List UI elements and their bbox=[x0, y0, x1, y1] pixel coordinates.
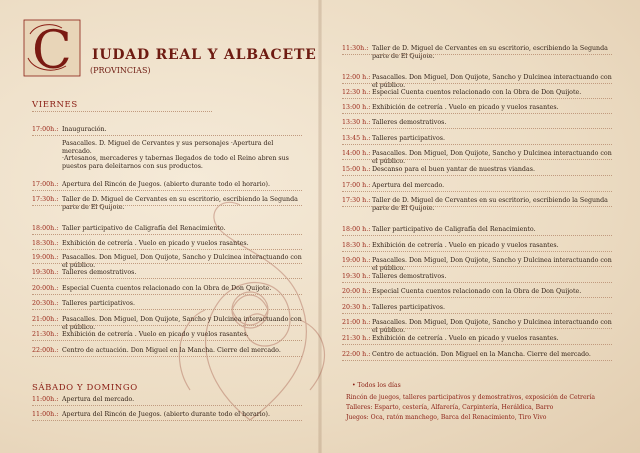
schedule-row bbox=[342, 104, 612, 112]
schedule-row bbox=[32, 411, 302, 419]
schedule-time: 18:30h.: bbox=[32, 240, 59, 247]
row-rule bbox=[342, 83, 612, 84]
schedule-row bbox=[32, 126, 302, 134]
schedule-event: Pasacalles. Don Miguel, Don Quijote, Sancho y Dulcinea interactuando con el público. bbox=[372, 150, 612, 165]
row-rule bbox=[342, 113, 612, 114]
drop-cap-c bbox=[22, 14, 86, 78]
row-rule bbox=[342, 159, 612, 160]
row-rule bbox=[342, 344, 612, 345]
schedule-time: 21:00 h.: bbox=[342, 319, 371, 326]
schedule-row bbox=[342, 166, 612, 174]
schedule-time: 11:30h.: bbox=[342, 45, 369, 52]
schedule-row bbox=[32, 347, 302, 355]
page-subtitle: (PROVINCIAS) bbox=[90, 66, 151, 75]
schedule-row bbox=[32, 396, 302, 404]
row-rule bbox=[342, 266, 612, 267]
schedule-row bbox=[342, 351, 612, 359]
section-rule bbox=[32, 111, 212, 112]
schedule-time: 19:00h.: bbox=[32, 254, 59, 261]
schedule-row bbox=[342, 335, 612, 343]
schedule-row bbox=[342, 45, 612, 61]
schedule-time: 20:00h.: bbox=[32, 285, 59, 292]
svg-text:C: C bbox=[32, 21, 72, 78]
schedule-event: Pasacalles. Don Miguel, Don Quijote, Sancho y Dulcinea interactuando con el público. bbox=[62, 316, 302, 331]
schedule-event: Taller participativo de Caligrafía del Renacimiento. bbox=[372, 226, 536, 233]
schedule-time bbox=[32, 155, 62, 171]
schedule-event: Exhibición de cetrería . Vuelo en picado y vuelos rasantes. bbox=[372, 242, 559, 249]
schedule-time: 19:00 h.: bbox=[342, 257, 371, 264]
schedule-event: Taller de D. Miguel de Cervantes en su escritorio, escribiendo la Segunda parte de El Quijote. bbox=[62, 196, 298, 211]
schedule-row bbox=[342, 288, 612, 296]
schedule-event: Inauguración. bbox=[62, 126, 107, 133]
schedule-row bbox=[32, 155, 302, 171]
schedule-row bbox=[32, 140, 302, 156]
schedule-event: Exhibición de cetrería . Vuelo en picado y vuelos rasantes. bbox=[372, 104, 559, 111]
schedule-time: 19:30h.: bbox=[32, 269, 59, 276]
section-viernes: VIERNES bbox=[32, 100, 78, 110]
row-rule bbox=[32, 190, 302, 191]
row-rule bbox=[32, 294, 302, 295]
row-rule bbox=[32, 249, 302, 250]
schedule-event: Taller de D. Miguel de Cervantes en su escritorio, escribiendo la Segunda parte de El Quijote. bbox=[372, 197, 608, 212]
notes-line: Talleres: Esparto, cestería, Alfarería, Carpintería, Heráldica, Barro bbox=[346, 404, 554, 411]
schedule-time: 18:30 h.: bbox=[342, 242, 371, 249]
schedule-row bbox=[32, 285, 302, 293]
schedule-time: 13:00 h.: bbox=[342, 104, 371, 111]
row-rule bbox=[32, 135, 302, 136]
row-rule bbox=[32, 278, 302, 279]
schedule-event: Descanso para el buen yantar de nuestras viandas. bbox=[372, 166, 535, 173]
schedule-event: Exhibición de cetrería . Vuelo en picado y vuelos rasantes. bbox=[372, 335, 559, 342]
schedule-time: 18:00 h.: bbox=[342, 226, 371, 233]
schedule-row bbox=[32, 181, 302, 189]
schedule-row bbox=[342, 304, 612, 312]
schedule-event: Pasacalles. Don Miguel, Don Quijote, Sancho y Dulcinea interactuando con el público. bbox=[372, 257, 612, 272]
row-rule bbox=[342, 128, 612, 129]
schedule-time: 21:30 h.: bbox=[342, 335, 371, 342]
row-rule bbox=[342, 328, 612, 329]
schedule-row bbox=[342, 182, 612, 190]
notes-line: Rincón de juegos, talleres participativos y demostrativos, exposición de Cetrería bbox=[346, 394, 596, 401]
row-rule bbox=[32, 405, 302, 406]
schedule-event: Talleres participativos. bbox=[62, 300, 135, 307]
schedule-row bbox=[32, 316, 302, 332]
schedule-row bbox=[32, 331, 302, 339]
schedule-event: Centro de actuación. Don Miguel en la Mancha. Cierre del mercado. bbox=[62, 347, 281, 354]
schedule-event: Especial Cuenta cuentos relacionado con la Obra de Don Quijote. bbox=[372, 288, 582, 295]
row-rule bbox=[32, 420, 302, 421]
row-rule bbox=[342, 297, 612, 298]
schedule-event: Talleres demostrativos. bbox=[372, 273, 447, 280]
schedule-row bbox=[32, 240, 302, 248]
schedule-row bbox=[32, 225, 302, 233]
schedule-event: Exhibición de cetrería . Vuelo en picado y vuelos rasantes. bbox=[62, 331, 249, 338]
schedule-row bbox=[342, 319, 612, 335]
schedule-row bbox=[342, 150, 612, 166]
schedule-time: 14:00 h.: bbox=[342, 150, 371, 157]
row-rule bbox=[342, 206, 612, 207]
schedule-row bbox=[32, 196, 302, 212]
schedule-event: Talleres participativos. bbox=[372, 135, 445, 142]
row-rule bbox=[342, 360, 612, 361]
row-rule bbox=[32, 325, 302, 326]
schedule-row bbox=[342, 119, 612, 127]
schedule-event: Taller de D. Miguel de Cervantes en su escritorio, escribiendo la Segunda parte de El Quijote. bbox=[372, 45, 608, 60]
schedule-time: 20:30 h.: bbox=[342, 304, 371, 311]
schedule-time: 21:30h.: bbox=[32, 331, 59, 338]
schedule-time: 17:00 h.: bbox=[342, 182, 371, 189]
schedule-row bbox=[342, 197, 612, 213]
row-rule bbox=[32, 263, 302, 264]
schedule-event: Pasacalles. Don Miguel, Don Quijote, Sancho y Dulcinea interactuando con el público. bbox=[62, 254, 302, 269]
schedule-time: 11:00h.: bbox=[32, 411, 59, 418]
schedule-event: Apertura del Rincón de Juegos. (abierto durante todo el horario). bbox=[62, 181, 270, 188]
schedule-time bbox=[32, 140, 62, 156]
schedule-event: Talleres demostrativos. bbox=[62, 269, 137, 276]
schedule-event: Especial Cuenta cuentos relacionado con la Obra de Don Quijote. bbox=[62, 285, 272, 292]
row-rule bbox=[342, 144, 612, 145]
row-rule bbox=[342, 282, 612, 283]
row-rule bbox=[342, 235, 612, 236]
schedule-event: Talleres demostrativos. bbox=[372, 119, 447, 126]
schedule-time: 20:00 h.: bbox=[342, 288, 371, 295]
row-rule bbox=[342, 313, 612, 314]
schedule-event: ·Artesanos, mercaderes y tabernas llegados de todo el Reino abren sus puestos para deleitarnos con sus productos. bbox=[62, 155, 289, 170]
schedule-row bbox=[32, 300, 302, 308]
schedule-event: Pasacalles. Don Miguel, Don Quijote, Sancho y Dulcinea interactuando con el público. bbox=[372, 319, 612, 334]
schedule-time: 17:00h.: bbox=[32, 126, 59, 133]
schedule-event: Apertura del mercado. bbox=[372, 182, 445, 189]
schedule-time: 22:00h.: bbox=[32, 347, 59, 354]
schedule-row bbox=[342, 89, 612, 97]
schedule-event: Pasacalles. D. Miguel de Cervantes y sus personajes ·Apertura del mercado. bbox=[62, 140, 274, 155]
schedule-row bbox=[342, 242, 612, 250]
schedule-row bbox=[342, 257, 612, 273]
schedule-event: Exhibición de cetrería . Vuelo en picado y vuelos rasantes. bbox=[62, 240, 249, 247]
notes-heading: • Todos los días bbox=[352, 382, 401, 389]
row-rule bbox=[342, 251, 612, 252]
row-rule bbox=[32, 356, 302, 357]
schedule-time: 12:30 h.: bbox=[342, 89, 371, 96]
schedule-time: 21:00h.: bbox=[32, 316, 59, 323]
schedule-time: 20:30h.: bbox=[32, 300, 59, 307]
schedule-event: Taller participativo de Caligrafía del Renacimiento. bbox=[62, 225, 226, 232]
schedule-event: Talleres participativos. bbox=[372, 304, 445, 311]
row-rule bbox=[342, 191, 612, 192]
schedule-time: 13:45 h.: bbox=[342, 135, 371, 142]
schedule-time: 19:30 h.: bbox=[342, 273, 371, 280]
schedule-time: 22:00 h.: bbox=[342, 351, 371, 358]
schedule-row bbox=[342, 74, 612, 90]
row-rule bbox=[342, 175, 612, 176]
notes-line: Juegos: Oca, ratón manchego, Barca del Renacimiento, Tiro Vivo bbox=[346, 414, 547, 421]
schedule-time: 11:00h.: bbox=[32, 396, 59, 403]
row-rule bbox=[32, 340, 302, 341]
schedule-time: 13:30 h.: bbox=[342, 119, 371, 126]
schedule-row bbox=[342, 226, 612, 234]
schedule-event: Pasacalles. Don Miguel, Don Quijote, Sancho y Dulcinea interactuando con el público. bbox=[372, 74, 612, 89]
schedule-row bbox=[342, 135, 612, 143]
page-title: IUDAD REAL Y ALBACETE bbox=[92, 47, 317, 63]
schedule-time: 18:00h.: bbox=[32, 225, 59, 232]
row-rule bbox=[32, 309, 302, 310]
schedule-event: Centro de actuación. Don Miguel en la Mancha. Cierre del mercado. bbox=[372, 351, 591, 358]
schedule-row bbox=[32, 254, 302, 270]
row-rule bbox=[342, 54, 612, 55]
row-rule bbox=[32, 205, 302, 206]
schedule-time: 17:00h.: bbox=[32, 181, 59, 188]
section-sabado-domingo: SÁBADO Y DOMINGO bbox=[32, 383, 138, 393]
schedule-time: 17:30 h.: bbox=[342, 197, 371, 204]
schedule-event: Especial Cuenta cuentos relacionado con la Obra de Don Quijote. bbox=[372, 89, 582, 96]
schedule-time: 15:00 h.: bbox=[342, 166, 371, 173]
schedule-event: Apertura del Rincón de Juegos. (abierto durante todo el horario). bbox=[62, 411, 270, 418]
row-rule bbox=[342, 98, 612, 99]
schedule-row bbox=[32, 269, 302, 277]
row-rule bbox=[32, 234, 302, 235]
schedule-time: 12:00 h.: bbox=[342, 74, 371, 81]
schedule-row bbox=[342, 273, 612, 281]
schedule-event: Apertura del mercado. bbox=[62, 396, 135, 403]
schedule-time: 17:30h.: bbox=[32, 196, 59, 203]
